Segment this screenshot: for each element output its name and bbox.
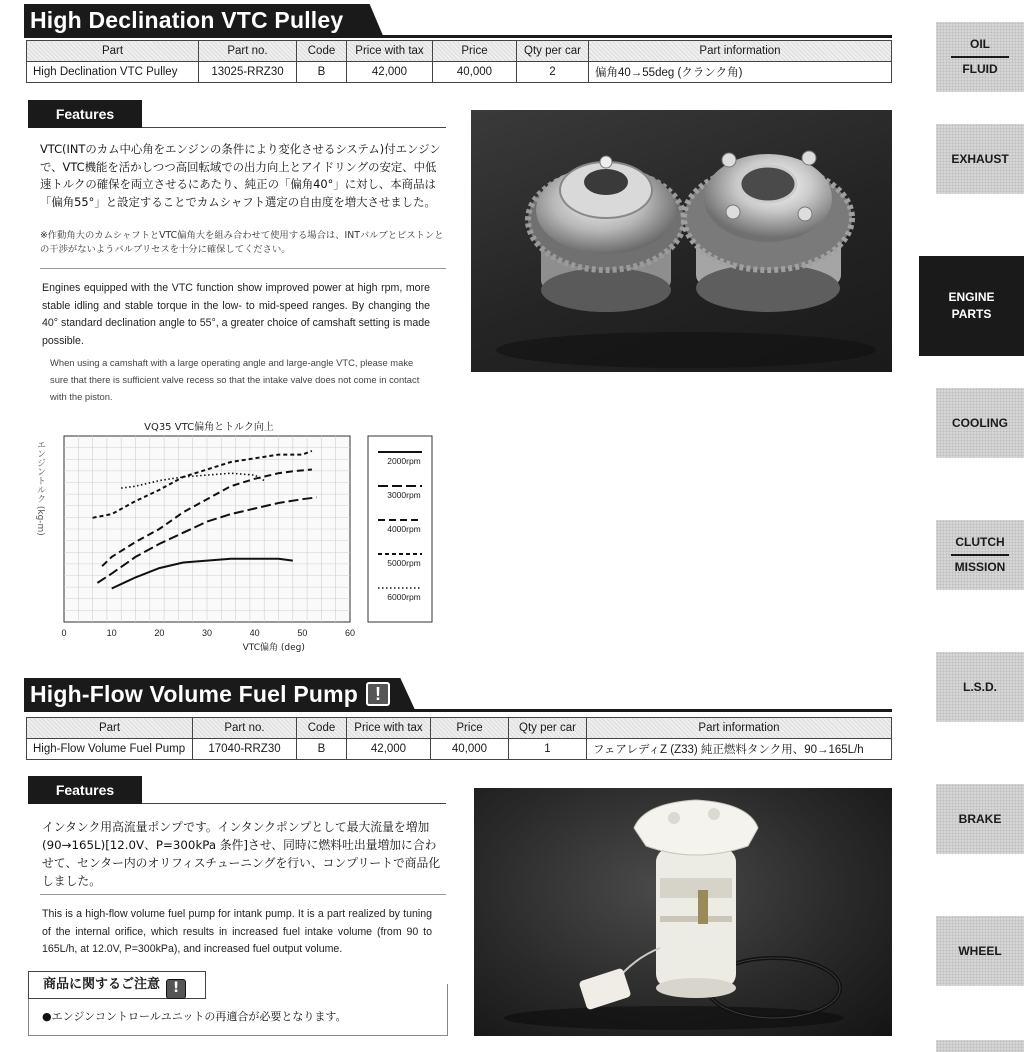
- sidebar-item-engine-parts[interactable]: [919, 256, 1024, 356]
- table-cell-part-no: 17040-RRZ30: [193, 739, 297, 760]
- chart-title: VQ35 VTC偏角とトルク向上: [144, 422, 274, 433]
- sidebar-item-exhaust[interactable]: [936, 124, 1024, 194]
- legend-label: 4000rpm: [387, 524, 421, 534]
- table-header-cell: Price: [433, 41, 517, 62]
- caution-header: [28, 971, 206, 999]
- table-header-cell: Qty per car: [509, 718, 587, 739]
- caution-title: 商品に関するご注意: [43, 977, 161, 992]
- legend-label: 5000rpm: [387, 558, 421, 568]
- sidebar-item-cooling[interactable]: [936, 388, 1024, 458]
- divider: [40, 268, 446, 269]
- features-rule: [142, 127, 446, 128]
- features-label: Features: [28, 776, 142, 804]
- table-cell-info: 偏角40→55deg (クランク角): [589, 62, 892, 83]
- chart-svg: [30, 418, 450, 654]
- table-header-cell: Code: [297, 718, 347, 739]
- features-label: Features: [28, 100, 142, 128]
- x-tick-label: 30: [201, 628, 213, 638]
- table-header-cell: Part no.: [199, 41, 297, 62]
- sidebar-item-oil-fluid[interactable]: [936, 22, 1024, 92]
- description-en: This is a high-flow volume fuel pump for intank pump. It is a part realized by tuning of the internal orifice, which results in increased fuel intake volume (from 90 to 165L/h, at 12.0V, P=300kPa), and increased fuel output volume.: [42, 908, 432, 955]
- table-row: [27, 739, 892, 760]
- table-header-row: [27, 41, 892, 62]
- x-tick-label: 40: [249, 628, 260, 638]
- spec-table-fuel-pump: [26, 717, 892, 760]
- sidebar-item-next[interactable]: [936, 1040, 1024, 1052]
- sidebar-item-label: PARTS: [951, 307, 992, 321]
- x-tick-label: 0: [61, 628, 67, 638]
- sidebar-item-label: FLUID: [962, 61, 998, 76]
- table-header-cell: Part no.: [193, 718, 297, 739]
- sidebar-item-label: BRAKE: [958, 811, 1002, 826]
- table-cell-info: フェアレディZ (Z33) 純正燃料タンク用、90→165L/h: [587, 739, 892, 760]
- table-header-cell: Price: [431, 718, 509, 739]
- legend-label: 3000rpm: [387, 490, 421, 500]
- spec-table-vtc-pulley: [26, 40, 892, 83]
- description-jp: VTC(INTのカム中心角をエンジンの条件により変化させるシステム)付エンジンで、VTC機能を活かしつつ高回転域での出力向上とアイドリングの安定、中低速トルクの確保を両立させるにあたり、純正の「偏角40°」に対し、本商品は「偏角55°」と設定することでカムシャフト選定の自由度を増大させました。: [40, 142, 441, 209]
- table-cell-part-no: 13025-RRZ30: [199, 62, 297, 83]
- sidebar-item-clutch-mission[interactable]: [936, 520, 1024, 590]
- section-header-rule: [24, 35, 892, 38]
- x-axis-label: VTC偏角 (deg): [242, 643, 305, 653]
- table-row: [27, 62, 892, 83]
- table-header-cell: Part: [27, 718, 193, 739]
- sidebar-item-label: WHEEL: [958, 943, 1002, 958]
- product-photo-vtc-pulley: [471, 110, 892, 372]
- section-header-vtc-pulley: [24, 4, 892, 38]
- section-title-text: High-Flow Volume Fuel Pump: [30, 681, 359, 707]
- caution-item: ●エンジンコントロールユニットの再適合が必要となります。: [42, 1010, 347, 1023]
- vtc-pulley-illustration: [471, 110, 892, 372]
- legend-label: 6000rpm: [387, 592, 421, 602]
- legend-label: 2000rpm: [387, 456, 421, 466]
- x-tick-label: 20: [154, 628, 165, 638]
- table-header-cell: Price with tax: [347, 718, 431, 739]
- sidebar-item-label: COOLING: [952, 415, 1008, 430]
- table-header-cell: Qty per car: [517, 41, 589, 62]
- sidebar-item-label: ENGINE: [948, 290, 995, 304]
- warning-icon: !: [166, 979, 186, 999]
- sidebar-item-lsd[interactable]: [936, 652, 1024, 722]
- table-cell-price: 40,000: [433, 62, 517, 83]
- note-jp: ※作動角大のカムシャフトとVTC偏角大を組み合わせて使用する場合は、INTバルブとピストンとの干渉がないようバルブリセスを十分に確保してください。: [40, 230, 444, 255]
- sidebar-item-label: OIL: [970, 37, 990, 52]
- x-tick-label: 10: [106, 628, 117, 638]
- table-header-cell: Part information: [589, 41, 892, 62]
- product-photo-fuel-pump: [474, 788, 892, 1036]
- section-header-rule: [24, 709, 892, 712]
- table-cell-part: High-Flow Volume Fuel Pump: [27, 739, 193, 760]
- table-header-cell: Price with tax: [347, 41, 433, 62]
- sidebar-item-label: MISSION: [954, 559, 1006, 574]
- section-header-fuel-pump: [24, 678, 892, 712]
- table-cell-part: High Declination VTC Pulley: [27, 62, 199, 83]
- section-title: High Declination VTC Pulley: [30, 7, 344, 33]
- x-tick-label: 60: [344, 628, 356, 638]
- table-cell-code: B: [297, 739, 347, 760]
- section-title: [30, 681, 390, 708]
- table-cell-qty: 2: [517, 62, 589, 83]
- sidebar-item-label: L.S.D.: [962, 679, 997, 694]
- table-cell-price-tax: 42,000: [347, 739, 431, 760]
- description-jp: インタンク用高流量ポンプです。インタンクポンプとして最大流量を増加(90→165L)[12.0V、P=300kPa 条件]させ、同時に燃料吐出量増加に合わせて、センター内のオリフィスチューニングを行い、コンプリートで商品化しました。: [42, 820, 441, 888]
- table-header-cell: Part: [27, 41, 199, 62]
- table-cell-price: 40,000: [431, 739, 509, 760]
- table-header-row: [27, 718, 892, 739]
- x-tick-label: 50: [297, 628, 308, 638]
- table-cell-price-tax: 42,000: [347, 62, 433, 83]
- y-axis-label: エンジントルク (kg-m): [35, 440, 45, 536]
- sidebar-item-label: EXHAUST: [951, 151, 1009, 166]
- description-en: Engines equipped with the VTC function show improved power at high rpm, more stable idling and stable torque in the low- to mid-speed ranges. By changing the 40° standard declination angle to 55°, a greater choice of camshaft setting is made possible.: [42, 282, 430, 347]
- sidebar-item-label: CLUTCH: [955, 535, 1005, 550]
- table-cell-code: B: [297, 62, 347, 83]
- tab-divider: [951, 56, 1009, 58]
- chart-vtc-torque: [30, 418, 450, 654]
- features-rule: [142, 803, 446, 804]
- divider: [40, 894, 446, 895]
- note-en: When using a camshaft with a large operating angle and large-angle VTC, please make sure that there is sufficient valve recess so that the intake valve does not come in contact with the piston.: [50, 357, 420, 402]
- fuel-pump-illustration: [474, 788, 892, 1036]
- table-header-cell: Code: [297, 41, 347, 62]
- sidebar-item-brake[interactable]: [936, 784, 1024, 854]
- sidebar-item-wheel[interactable]: [936, 916, 1024, 986]
- tab-divider: [951, 554, 1009, 556]
- table-cell-qty: 1: [509, 739, 587, 760]
- warning-icon: !: [366, 682, 390, 706]
- table-header-cell: Part information: [587, 718, 892, 739]
